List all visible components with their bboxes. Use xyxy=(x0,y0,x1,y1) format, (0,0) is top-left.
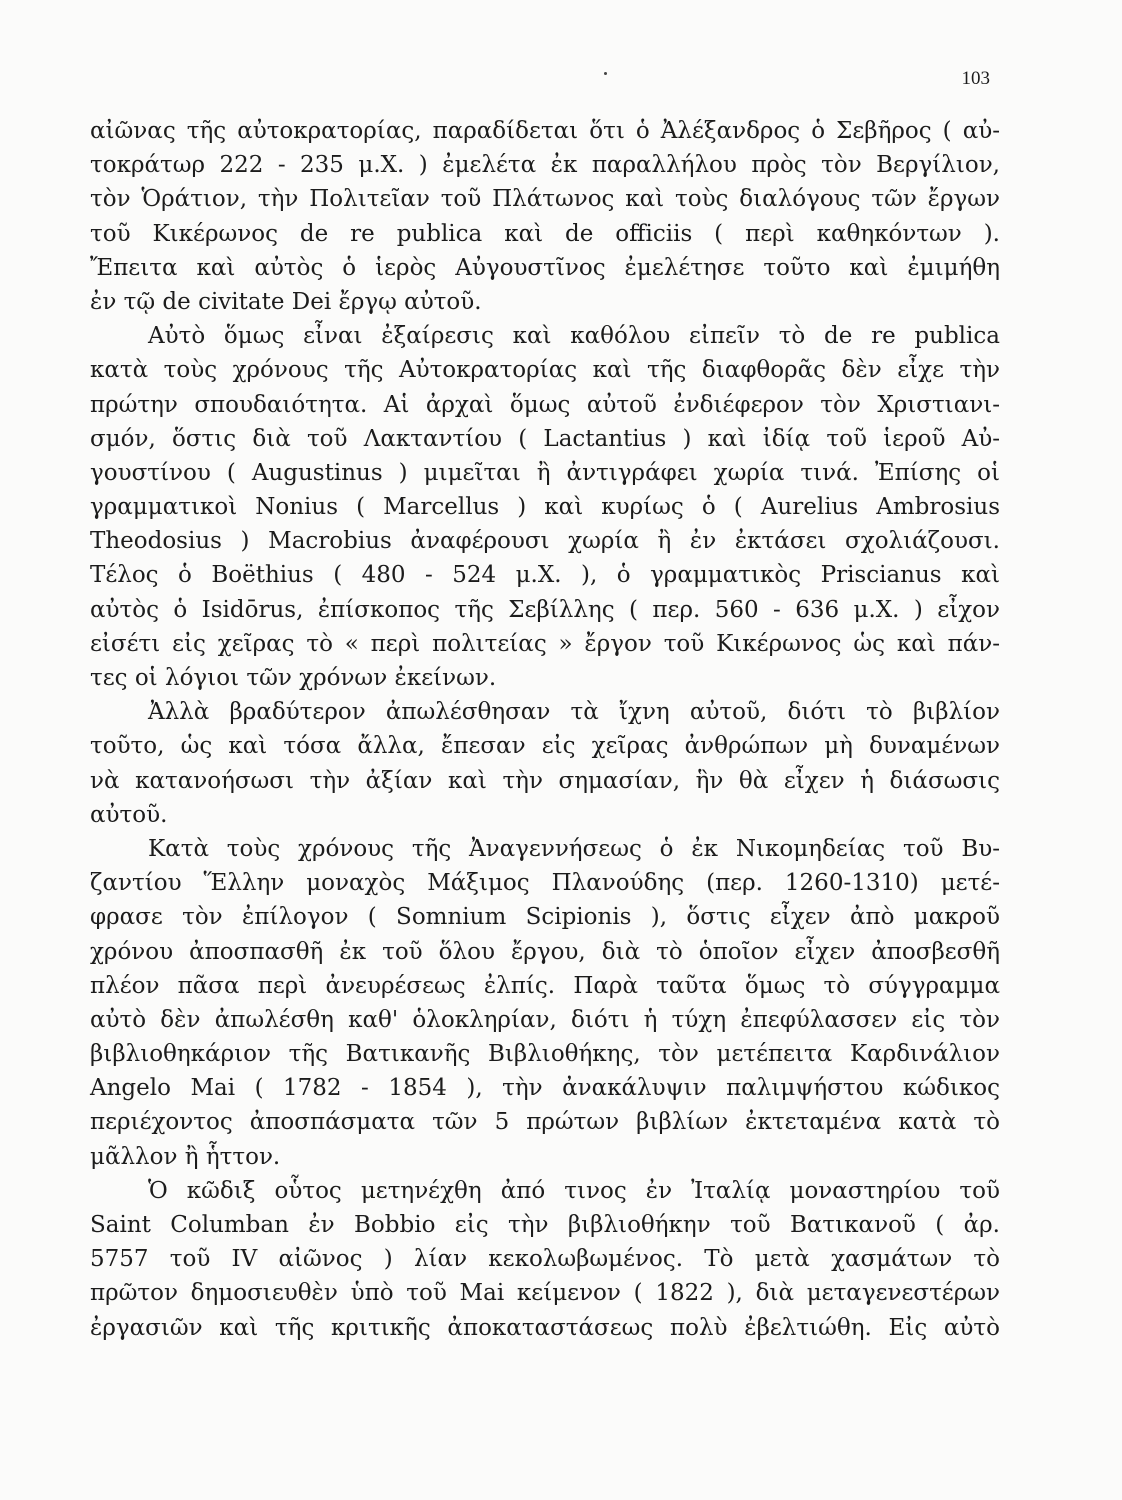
text-line: χρόνου ἀποσπασθῆ ἐκ τοῦ ὅλου ἔργου, διὰ τὸ ὁποῖον εἶχεν ἀποσβεσθῆ xyxy=(90,938,1000,965)
text-line: πλέον πᾶσα περὶ ἀνευρέσεως ἐλπίς. Παρὰ ταῦτα ὅμως τὸ σύγγραμμα xyxy=(90,972,1000,999)
text-line: Ἔπειτα καὶ αὐτὸς ὁ ἱερὸς Αὐγουστῖνος ἐμελέτησε τοῦτο καὶ ἐμιμήθη xyxy=(90,254,1000,281)
text-line: ζαντίου Ἕλλην μοναχὸς Μάξιμος Πλανούδης (περ. 1260-1310) μετέ- xyxy=(90,870,1000,897)
paragraph-1 xyxy=(90,114,1000,319)
text-line: εἰσέτι εἰς χεῖρας τὸ « περὶ πολιτείας » ἔργον τοῦ Κικέρωνος ὡς καὶ πάν- xyxy=(90,630,1000,657)
print-speck xyxy=(604,72,607,75)
text-line: τοκράτωρ 222 - 235 μ.Χ. ) ἐμελέτα ἐκ παραλλήλου πρὸς τὸν Βεργίλιον, xyxy=(90,152,1000,179)
text-line: Τέλος ὁ Boëthius ( 480 - 524 μ.Χ. ), ὁ γραμματικὸς Priscianus καὶ xyxy=(90,562,1000,589)
body-text xyxy=(90,114,1000,1345)
text-line: πρῶτον δημοσιευθὲν ὑπὸ τοῦ Mai κείμενον ( 1822 ), διὰ μεταγενεστέρων xyxy=(90,1280,1000,1307)
text-line: Saint Columban ἐν Bobbio εἰς τὴν βιβλιοθήκην τοῦ Βατικανοῦ ( ἀρ. xyxy=(90,1212,1000,1238)
text-line: ἐν τῷ de civitate Dei ἔργῳ αὐτοῦ. xyxy=(90,288,482,315)
text-line: 5757 τοῦ IV αἰῶνος ) λίαν κεκολωβωμένος. Τὸ μετὰ χασμάτων τὸ xyxy=(90,1246,1000,1273)
text-line: πρώτην σπουδαιότητα. Αἱ ἀρχαὶ ὅμως αὐτοῦ ἐνδιέφερον τὸν Χριστιανι- xyxy=(90,391,1000,418)
text-line: βιβλιοθηκάριον τῆς Βατικανῆς Βιβλιοθήκης, τὸν μετέπειτα Καρδινάλιον xyxy=(90,1041,1000,1068)
text-line: Angelo Mai ( 1782 - 1854 ), τὴν ἀνακάλυψιν παλιμψήστου κώδικος xyxy=(90,1075,1000,1102)
paragraph-5 xyxy=(90,1174,1000,1345)
text-line: αὐτὸ δὲν ἀπωλέσθη καθ' ὁλοκληρίαν, διότι ἡ τύχη ἐπεφύλασσεν εἰς τὸν xyxy=(90,1006,1000,1033)
text-line: τοῦτο, ὡς καὶ τόσα ἄλλα, ἔπεσαν εἰς χεῖρας ἀνθρώπων μὴ δυναμένων xyxy=(90,733,1000,760)
text-line: Theodosius ) Macrobius ἀναφέρουσι χωρία ἢ ἐν ἐκτάσει σχολιάζουσι. xyxy=(90,528,1000,555)
paragraph-2 xyxy=(90,319,1000,695)
text-line: Ἀλλὰ βραδύτερον ἀπωλέσθησαν τὰ ἴχνη αὐτοῦ, διότι τὸ βιβλίον xyxy=(148,699,1000,726)
text-line: σμόν, ὅστις διὰ τοῦ Λακταντίου ( Lactantius ) καὶ ἰδίᾳ τοῦ ἱεροῦ Αὐ- xyxy=(90,425,1000,452)
text-line: γουστίνου ( Augustinus ) μιμεῖται ἢ ἀντιγράφει χωρία τινά. Ἐπίσης οἱ xyxy=(90,459,1000,486)
text-line: κατὰ τοὺς χρόνους τῆς Αὐτοκρατορίας καὶ τῆς διαφθορᾶς δὲν εἶχε τὴν xyxy=(90,357,1000,384)
page-number: 103 xyxy=(961,68,990,89)
text-line: αὐτοῦ. xyxy=(90,801,168,828)
text-line: τὸν Ὁράτιον, τὴν Πολιτεῖαν τοῦ Πλάτωνος καὶ τοὺς διαλόγους τῶν ἔργων xyxy=(90,186,1000,213)
paragraph-4 xyxy=(90,832,1000,1174)
text-line: αἰῶνας τῆς αὐτοκρατορίας, παραδίδεται ὅτι ὁ Ἀλέξανδρος ὁ Σεβῆρος ( αὐ- xyxy=(90,118,1000,144)
text-line: γραμματικοὶ Nonius ( Marcellus ) καὶ κυρίως ὁ ( Aurelius Ambrosius xyxy=(90,494,1000,521)
text-line: Κατὰ τοὺς χρόνους τῆς Ἀναγεννήσεως ὁ ἐκ Νικομηδείας τοῦ Βυ- xyxy=(148,835,1000,862)
text-line: τοῦ Κικέρωνος de re publica καὶ de officiis ( περὶ καθηκόντων ). xyxy=(90,220,1000,247)
text-line: νὰ κατανοήσωσι τὴν ἀξίαν καὶ τὴν σημασίαν, ἣν θὰ εἶχεν ἡ διάσωσις xyxy=(90,767,1000,794)
text-line: αὐτὸς ὁ Isidōrus, ἐπίσκοπος τῆς Σεβίλλης ( περ. 560 - 636 μ.Χ. ) εἶχον xyxy=(90,596,1000,623)
text-line: ἐργασιῶν καὶ τῆς κριτικῆς ἀποκαταστάσεως πολὺ ἐβελτιώθη. Εἰς αὐτὸ xyxy=(90,1314,1000,1341)
paragraph-3 xyxy=(90,695,1000,832)
text-line: Αὐτὸ ὅμως εἶναι ἐξαίρεσις καὶ καθόλου εἰπεῖν τὸ de re publica xyxy=(148,323,1000,350)
text-line: φρασε τὸν ἐπίλογον ( Somnium Scipionis ), ὅστις εἶχεν ἀπὸ μακροῦ xyxy=(90,904,1000,931)
text-line: Ὁ κῶδιξ οὗτος μετηνέχθη ἀπό τινος ἐν Ἰταλίᾳ μοναστηρίου τοῦ xyxy=(148,1177,1000,1204)
text-line: τες οἱ λόγιοι τῶν χρόνων ἐκείνων. xyxy=(90,665,497,691)
text-line: μᾶλλον ἢ ἧττον. xyxy=(90,1143,281,1170)
text-line: περιέχοντος ἀποσπάσματα τῶν 5 πρώτων βιβλίων ἐκτεταμένα κατὰ τὸ xyxy=(90,1109,1000,1136)
